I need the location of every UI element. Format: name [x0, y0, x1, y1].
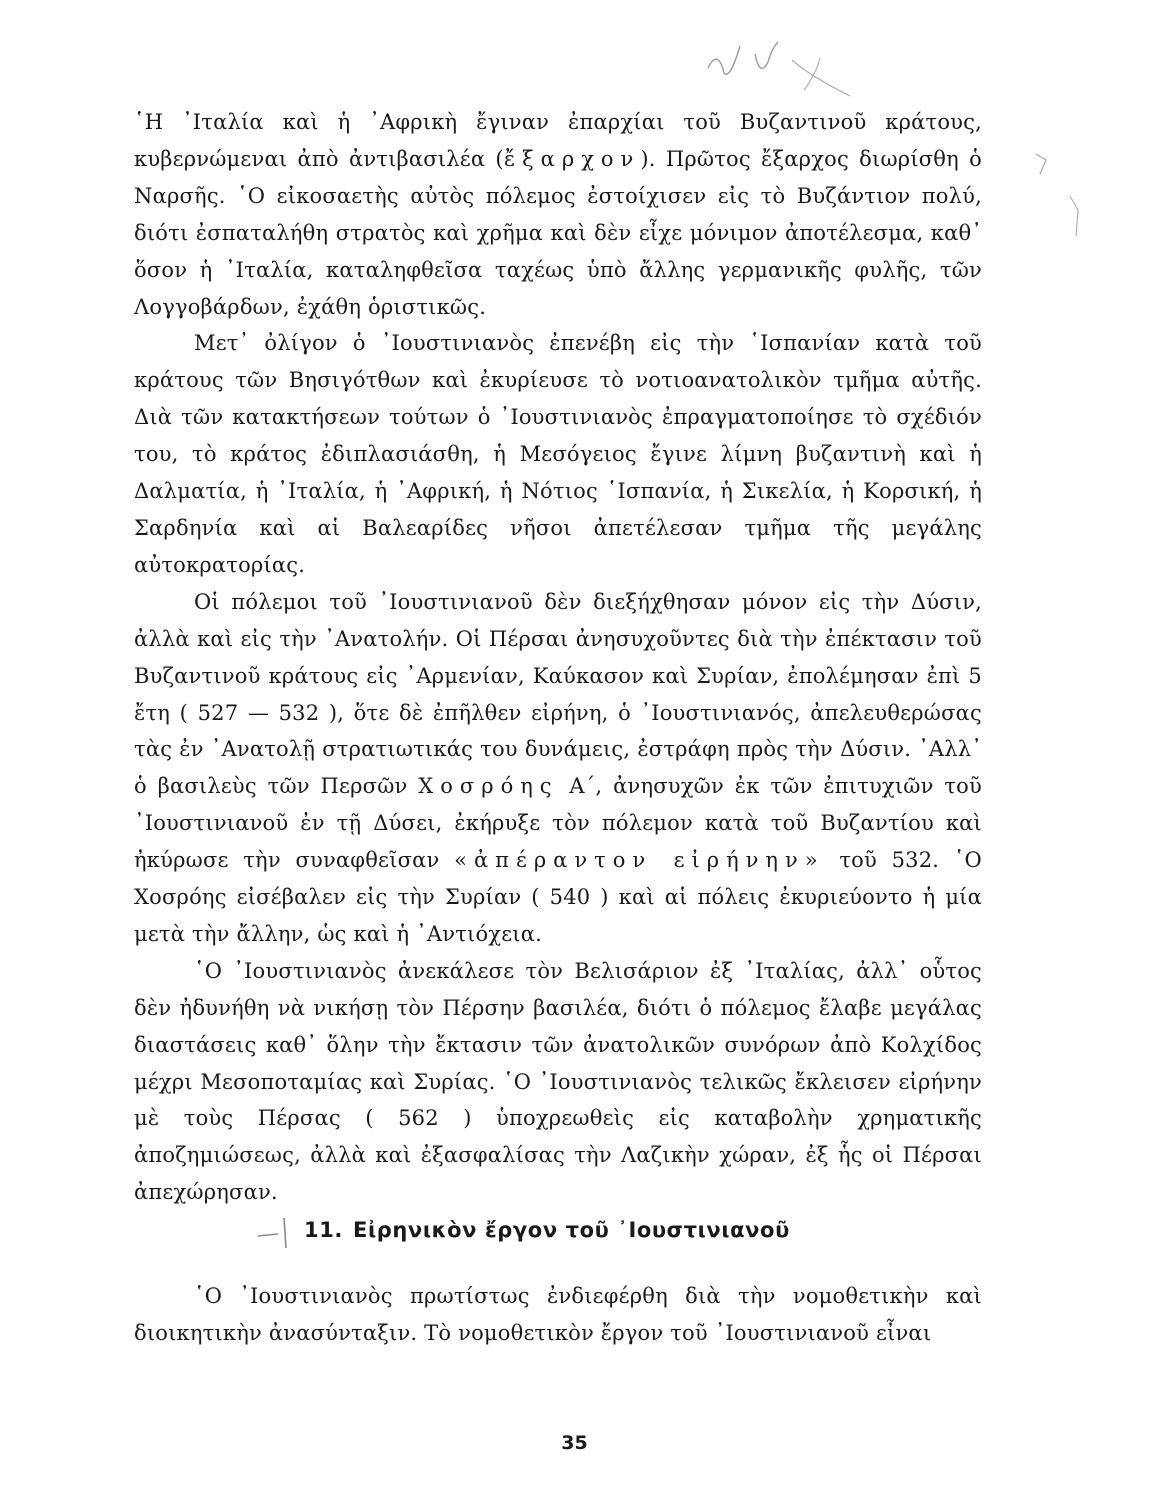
exarch-term: ἔξαρχον: [503, 146, 641, 171]
eternal-peace-term: «ἀπέραντον εἰρήνην»: [454, 848, 825, 873]
paragraph-4: ῾Ο ᾿Ιουστινιανὸς ἀνεκάλεσε τὸν Βελισάριον ἐξ ᾿Ιταλίας, ἀλλ᾿ οὗτος δὲν ἠδυνήθη νὰ νικήσῃ τὸν Πέρσην βασιλέα, διότι ὁ πόλεμος ἔλαβε μεγάλας διαστάσεις καθ᾿ ὅλην τὴν ἔκτασιν τῶν ἀνατολικῶν συνόρων ἀπὸ Κολχίδος μέχρι Μεσοποταμίας καὶ Συρίας. ῾Ο ᾿Ιουστινιανὸς τελικῶς ἔκλεισεν εἰρήνην μὲ τοὺς Πέρσας ( 562 ) ὑποχρεωθεὶς εἰς καταβολὴν χρηματικῆς ἀποζημιώσεως, ἀλλὰ καὶ ἐξασφαλίσας τὴν Λαζικὴν χώραν, ἐξ ἧς οἱ Πέρσαι ἀπεχώρησαν.: [134, 958, 982, 1205]
section-paragraph: ῾Ο ᾿Ιουστινιανὸς πρωτίστως ἐνδιεφέρθη διὰ τὴν νομοθετικὴν καὶ διοικητικὴν ἀνασύνταξιν. Τὸ νομοθετικὸν ἔργον τοῦ ᾿Ιουστινιανοῦ εἶναι: [134, 1284, 982, 1345]
section-number: 11.: [304, 1218, 344, 1242]
paragraph-2: Μετ᾿ ὀλίγον ὁ ᾿Ιουστινιανὸς ἐπενέβη εἰς τὴν ῾Ισπανίαν κατὰ τοῦ κράτους τῶν Βησιγότθων καὶ ἐκυρίευσε τὸ νοτιοανατολικὸν τμῆμα αὐτῆς. Διὰ τῶν κατακτήσεων τούτων ὁ ᾿Ιουστινιανὸς ἐπραγματοποίησε τὸ σχέδιόν του, τὸ κράτος ἐδιπλασιάσθη, ἡ Μεσόγειος ἔγινε λίμνη βυζαντινὴ καὶ ἡ Δαλματία, ἡ ᾿Ιταλία, ἡ ᾿Αφρική, ἡ Νότιος ῾Ισπανία, ἡ Σικελία, ἡ Κορσική, ἡ Σαρδηνία καὶ αἱ Βαλεαρίδες νῆσοι ἀπετέλεσαν τμῆμα τῆς μεγάλης αὐτοκρατορίας.: [134, 331, 982, 577]
section-body: [134, 1278, 982, 1352]
section-heading: [256, 1212, 956, 1260]
page-number: 35: [561, 1432, 588, 1454]
paragraph-1: ῾Η ᾿Ιταλία καὶ ἡ ᾿Αφρικὴ ἔγιναν ἐπαρχίαι τοῦ Βυζαντινοῦ κράτους, κυβερνώμεναι ἀπὸ ἀντιβασιλέα (ἔξαρχον). Πρῶτος ἔξαρχος διωρίσθη ὁ Ναρσῆς. ῾Ο εἰκοσαετὴς αὐτὸς πόλεμος ἐστοίχισεν εἰς τὸ Βυζάντιον πολύ, διότι ἐσπαταλήθη στρατὸς καὶ χρῆμα καὶ δὲν εἶχε μόνιμον ἀποτέλεσμα, καθ᾿ ὅσον ἡ ᾿Ιταλία, καταληφθεῖσα ταχέως ὑπὸ ἄλλης γερμανικῆς φυλῆς, τῶν Λογγοβάρδων, ἐχάθη ὁριστικῶς.: [134, 110, 982, 319]
pencil-mark-top: [700, 18, 860, 98]
main-text: [134, 104, 982, 1211]
pencil-tick-icon: [256, 1216, 296, 1250]
khosroes-name: Χοσρόης: [418, 774, 559, 799]
paragraph-3: Οἱ πόλεμοι τοῦ ᾿Ιουστινιανοῦ δὲν διεξήχθησαν μόνον εἰς τὴν Δύσιν, ἀλλὰ καὶ εἰς τὴν ᾿Ανατολήν. Οἱ Πέρσαι ἀνησυχοῦντες διὰ τὴν ἐπέκτασιν τοῦ Βυζαντινοῦ κράτους εἰς ᾿Αρμενίαν, Καύκασον καὶ Συρίαν, ἐπολέμησαν ἐπὶ 5 ἔτη ( 527 — 532 ), ὅτε δὲ ἐπῆλθεν εἰρήνη, ὁ ᾿Ιουστινιανός, ἀπελευθερώσας τὰς ἐν ᾿Ανατολῇ στρατιωτικάς του δυνάμεις, ἐστράφη πρὸς τὴν Δύσιν. ᾿Αλλ᾿ ὁ βασιλεὺς τῶν Περσῶν Χοσρόης Α΄, ἀνησυχῶν ἐκ τῶν ἐπιτυχιῶν τοῦ ᾿Ιουστινιανοῦ ἐν τῇ Δύσει, ἐκήρυξε τὸν πόλεμον κατὰ τοῦ Βυζαντίου καὶ ἠκύρωσε τὴν συναφθεῖσαν «ἀπέραντον εἰρήνην» τοῦ 532. ῾Ο Χοσρόης εἰσέβαλεν εἰς τὴν Συρίαν ( 540 ) καὶ αἱ πόλεις ἐκυριεύοντο ἡ μία μετὰ τὴν ἄλλην, ὡς καὶ ἡ ᾿Αντιόχεια.: [134, 589, 982, 946]
section-title: Εἰρηνικὸν ἔργον τοῦ ᾿Ιουστινιανοῦ: [353, 1218, 790, 1242]
pencil-mark-margin: [1030, 140, 1100, 250]
